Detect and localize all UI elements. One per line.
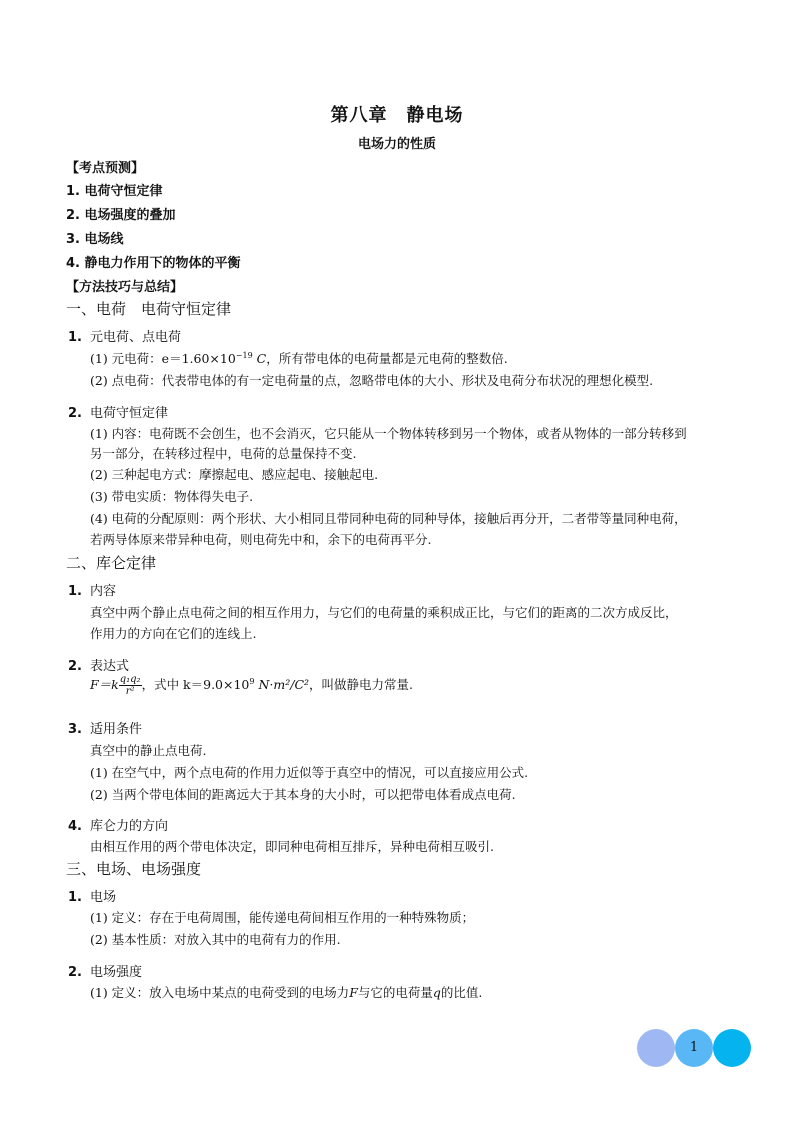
methods-heading: 【方法技巧与总结】 (66, 280, 184, 295)
s3-item-1-number: 1. (68, 890, 82, 905)
s2-item-1-title (68, 580, 116, 599)
elementary-charge-desc: ，所有带电体的电荷量都是元电荷的整数倍. (266, 351, 508, 366)
definition-text: (1) 定义：放入电场中某点的电荷受到的电场力 (90, 985, 350, 1000)
formula-constant: ，式中 k＝9.0×10 (141, 677, 250, 692)
preview-item-2: 2. 电场强度的叠加 (66, 208, 176, 223)
page-number: 1 (689, 1040, 699, 1055)
s2-item-1-number: 1. (68, 584, 82, 599)
s1-item-2-line-5: (4) 电荷的分配原则：两个形状、大小相同且带同种电荷的同种导体，接触后再分开，二者带等量同种电荷， (90, 511, 687, 526)
s1-item-1-line-1 (90, 349, 508, 367)
s1-item-2-line-6: 若两导体原来带异种电荷，则电荷先中和，余下的电荷再平分. (90, 532, 432, 547)
s2-item-2-title (68, 655, 129, 674)
s3-item-2-number: 2. (68, 965, 82, 980)
preview-heading: 【考点预测】 (66, 161, 145, 176)
section-subtitle: 电场力的性质 (357, 137, 436, 152)
s2-item-4-line-1: 由相互作用的两个带电体决定，即同种电荷相互排斥，异种电荷相互吸引. (90, 839, 494, 854)
formula-exponent: 9 (249, 676, 255, 686)
s2-item-4-title (68, 815, 168, 834)
coulomb-unit: C (252, 351, 267, 366)
s3-item-1-line-1: (1) 定义：存在于电荷周围，能传递电荷间相互作用的一种特殊物质； (90, 910, 475, 925)
definition-text-3: 的比值. (440, 985, 483, 1000)
s2-item-2-number: 2. (68, 659, 82, 674)
coulomb-formula (90, 674, 413, 697)
s2-item-3-line-3: (2) 当两个带电体间的距离远大于其本身的大小时，可以把带电体看成点电荷. (90, 787, 516, 802)
formula-lhs: F＝k (90, 677, 119, 692)
s2-item-3-line-1: 真空中的静止点电荷. (90, 743, 207, 758)
s2-item-4-label: 库仑力的方向 (90, 819, 169, 834)
page-decor-circle-left (637, 1029, 675, 1067)
s2-item-3-number: 3. (68, 722, 82, 737)
preview-item-4: 4. 静电力作用下的物体的平衡 (66, 256, 241, 271)
formula-fraction (119, 674, 142, 697)
chapter-title: 第八章 静电场 (330, 105, 464, 126)
s1-item-2-line-1: (1) 内容：电荷既不会创生，也不会消灭，它只能从一个物体转移到另一个物体，或者从物体的一部分转移到 (90, 426, 687, 441)
s2-item-1-line-1: 真空中两个静止点电荷之间的相互作用力，与它们的电荷量的乘积成正比，与它们的距离的二次方成反比， (90, 605, 678, 620)
s2-item-1-label: 内容 (90, 584, 117, 599)
s3-item-2-title (68, 961, 142, 980)
s2-item-3-title (68, 718, 142, 737)
s1-item-2-line-2: 另一部分，在转移过程中，电荷的总量保持不变. (90, 446, 357, 461)
preview-item-3: 3. 电场线 (66, 232, 124, 247)
preview-item-1: 1. 电荷守恒定律 (66, 184, 163, 199)
s1-item-1-line-2: (2) 点电荷：代表带电体的有一定电荷量的点，忽略带电体的大小、形状及电荷分布状况的理想化模型. (90, 373, 654, 388)
s3-item-1-label: 电场 (90, 890, 117, 905)
elementary-charge-exponent: −19 (235, 350, 253, 360)
s1-item-2-line-3: (2) 三种起电方式：摩擦起电、感应起电、接触起电. (90, 467, 379, 482)
page-decor-circle-right (713, 1029, 751, 1067)
s2-item-3-line-2: (1) 在空气中，两个点电荷的作用力近似等于真空中的情况，可以直接应用公式. (90, 765, 529, 780)
section-1-heading: 一、电荷 电荷守恒定律 (66, 300, 232, 318)
s1-item-2-label: 电荷守恒定律 (90, 406, 169, 421)
s1-item-1-number: 1. (68, 330, 82, 345)
definition-text-2: 与它的电荷量 (357, 985, 433, 1000)
s1-item-2-line-4: (3) 带电实质：物体得失电子. (90, 489, 254, 504)
s2-item-1-line-2: 作用力的方向在它们的连线上. (90, 626, 257, 641)
s2-item-2-label: 表达式 (90, 659, 130, 674)
symbol-F: F (349, 985, 358, 1000)
s1-item-2-title (68, 402, 168, 421)
s3-item-2-line-1 (90, 983, 482, 1001)
s3-item-2-label: 电场强度 (90, 965, 143, 980)
section-2-heading: 二、库仑定律 (66, 554, 157, 572)
s2-item-4-number: 4. (68, 819, 82, 834)
s1-item-1-title (68, 326, 181, 345)
formula-numerator: q₁q₂ (119, 674, 141, 685)
elementary-charge-text: (1) 元电荷：e＝1.60×10 (90, 351, 236, 366)
s3-item-1-title (68, 886, 116, 905)
s1-item-1-label: 元电荷、点电荷 (90, 330, 182, 345)
section-3-heading: 三、电场、电场强度 (66, 860, 202, 878)
symbol-q: q (432, 985, 441, 1000)
s1-item-2-number: 2. (68, 406, 82, 421)
s3-item-1-line-2: (2) 基本性质：对放入其中的电荷有力的作用. (90, 932, 341, 947)
formula-desc: ，叫做静电力常量. (309, 677, 414, 692)
s2-item-3-label: 适用条件 (90, 722, 143, 737)
formula-denominator: r² (125, 686, 135, 697)
formula-unit: N·m²/C² (254, 677, 310, 692)
